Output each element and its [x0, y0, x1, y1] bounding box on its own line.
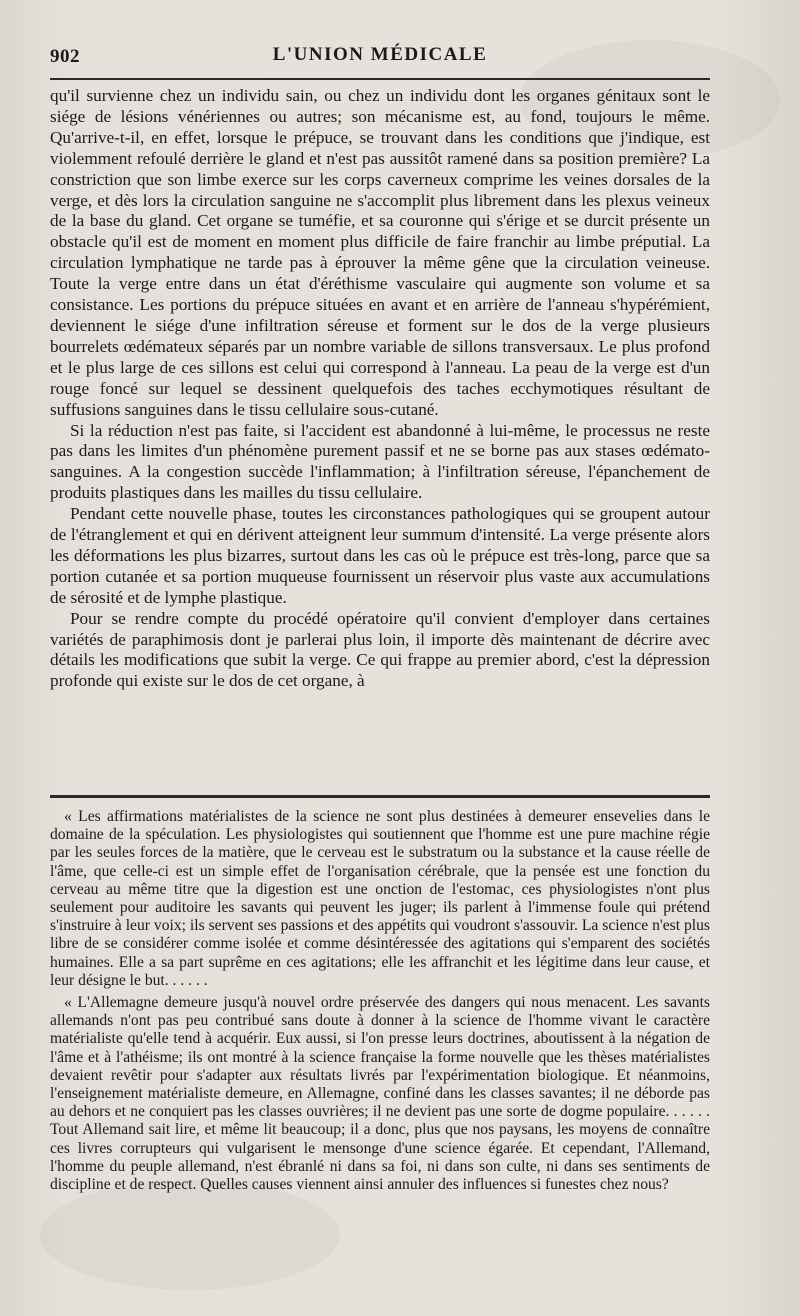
- page-number: 902: [50, 46, 80, 67]
- main-text: [50, 86, 710, 692]
- footnote-rule: [50, 795, 710, 798]
- body-paragraph: Pour se rendre compte du procédé opératoire qu'il convient d'employer dans certaines variétés de paraphimosis dont je parlerai plus loin, il importe dès maintenant de décrire avec détails les modifications que subit la verge. Ce qui frappe au premier abord, c'est la dépression profonde qui existe sur le dos de cet organe, à: [50, 608, 710, 691]
- body-paragraph: Si la réduction n'est pas faite, si l'accident est abandonné à lui-même, le processus ne reste pas dans les limites d'un phénomène purement passif et ne se borne pas aux stases œdémato-sanguines. A la congestion succède l'inflammation; à l'infiltration séreuse, l'épanchement de produits plastiques dans les mailles du tissu cellulaire.: [50, 420, 710, 503]
- body-paragraph: qu'il survienne chez un individu sain, ou chez un individu dont les organes génitaux sont le siége de lésions vénériennes ou autres; son mécanisme est, au fond, toujours le même. Qu'arrive-t-il, en effet, lorsque le prépuce, se trouvant dans les conditions que j'indique, est violemment refoulé derrière le gland et n'est pas aussitôt ramené dans sa position première? La constriction que son limbe exerce sur les corps caverneux comprime les veines dorsales de la verge, et dès lors la circulation sanguine ne s'accomplit plus librement dans les plexus veineux de la base du gland. Cet organe se tuméfie, et sa couronne qui s'érige et se durcit présente un obstacle qu'il est de moment en moment plus difficile de faire franchir au limbe préputial. La circulation lymphatique ne tarde pas à éprouver la même gêne que la circulation veineuse. Toute la verge entre dans un état d'éréthisme vasculaire qui augmente son volume et sa consistance. Les portions du prépuce situées en avant et en arrière de l'anneau s'hypérémient, deviennent le siége d'une infiltration séreuse et forment sur le dos de la verge plusieurs bourrelets œdémateux séparés par un nombre variable de sillons transversaux. Le plus profond et le plus large de ces sillons est celui qui correspond à l'anneau. La peau de la verge est d'un rouge foncé sur lequel se dessinent quelquefois des taches ecchymotiques résultant de suffusions sanguines dans le tissu cellulaire sous-cutané.: [50, 86, 710, 419]
- footnote-section: [50, 808, 710, 1198]
- running-header: [50, 42, 710, 70]
- body-paragraph: Pendant cette nouvelle phase, toutes les circonstances pathologiques qui se groupent autour de l'étranglement et qui en dérivent atteignent leur summum d'intensité. La verge présente alors les déformations les plus bizarres, surtout dans les cas où le prépuce est très-long, parce que sa portion cutanée et sa portion muqueuse fournissent un réservoir plus vaste aux accumulations de sérosité et de lymphe plastique.: [50, 504, 710, 607]
- footnote-paragraph: « Les affirmations matérialistes de la science ne sont plus destinées à demeurer ensevelies dans le domaine de la spéculation. Les physiologistes qui soutiennent que l'homme est une pure machine régie par les seules forces de la matière, que le cerveau est le substratum ou la substance et la cause réelle de l'âme, que celle-ci est un simple effet de l'organisation cérébrale, que la pensée est une fonction du cerveau au même titre que la digestion est une onction de l'estomac, ces physiologistes n'ont plus seulement pour auditoire les savants qui peuvent les juger; ils parlent à l'immense foule qui prétend s'instruire à leur voix; ils servent ses passions et des appétits qui voudront s'assouvir. La science n'est plus libre de se considérer comme isolée et comme désintéressée des agitations qui s'emparent des sociétés humaines. Elle a sa part suprême en ces agitations; elle les affranchit et les légitime dans leur cause, et leur désigne le but. . . . . .: [50, 808, 710, 989]
- journal-title: L'UNION MÉDICALE: [272, 44, 488, 65]
- header-rule: [50, 78, 710, 80]
- footnote-paragraph: « L'Allemagne demeure jusqu'à nouvel ordre préservée des dangers qui nous menacent. Les savants allemands n'ont pas peu contribué sans doute à donner à la science de l'homme vivant le caractère matérialiste qu'elle tend à acquérir. Eux aussi, si l'on presse leurs doctrines, aboutissent à la négation de l'âme et à l'athéisme; ils ont montré à la science française la forme nouvelle que les thèses matérialistes devaient revêtir pour s'adapter aux résultats livrés par l'expérimentation biologique. Et néanmoins, l'enseignement matérialiste demeure, en Allemagne, confiné dans les classes savantes; il ne déborde pas au dehors et ne conquiert pas les classes ouvrières; il ne devient pas une sorte de dogme populaire. . . . . . Tout Allemand sait lire, et même lit beaucoup; il a donc, plus que nos paysans, les moyens de connaître ces livres corrupteurs qui vulgarisent le mensonge d'une science égarée. Et cependant, l'Allemand, l'homme du peuple allemand, n'est ébranlé ni dans sa foi, ni dans son culte, ni dans ses sentiments de discipline et de respect. Quelles causes viennent ainsi annuler des influences si funestes chez nous?: [50, 994, 710, 1194]
